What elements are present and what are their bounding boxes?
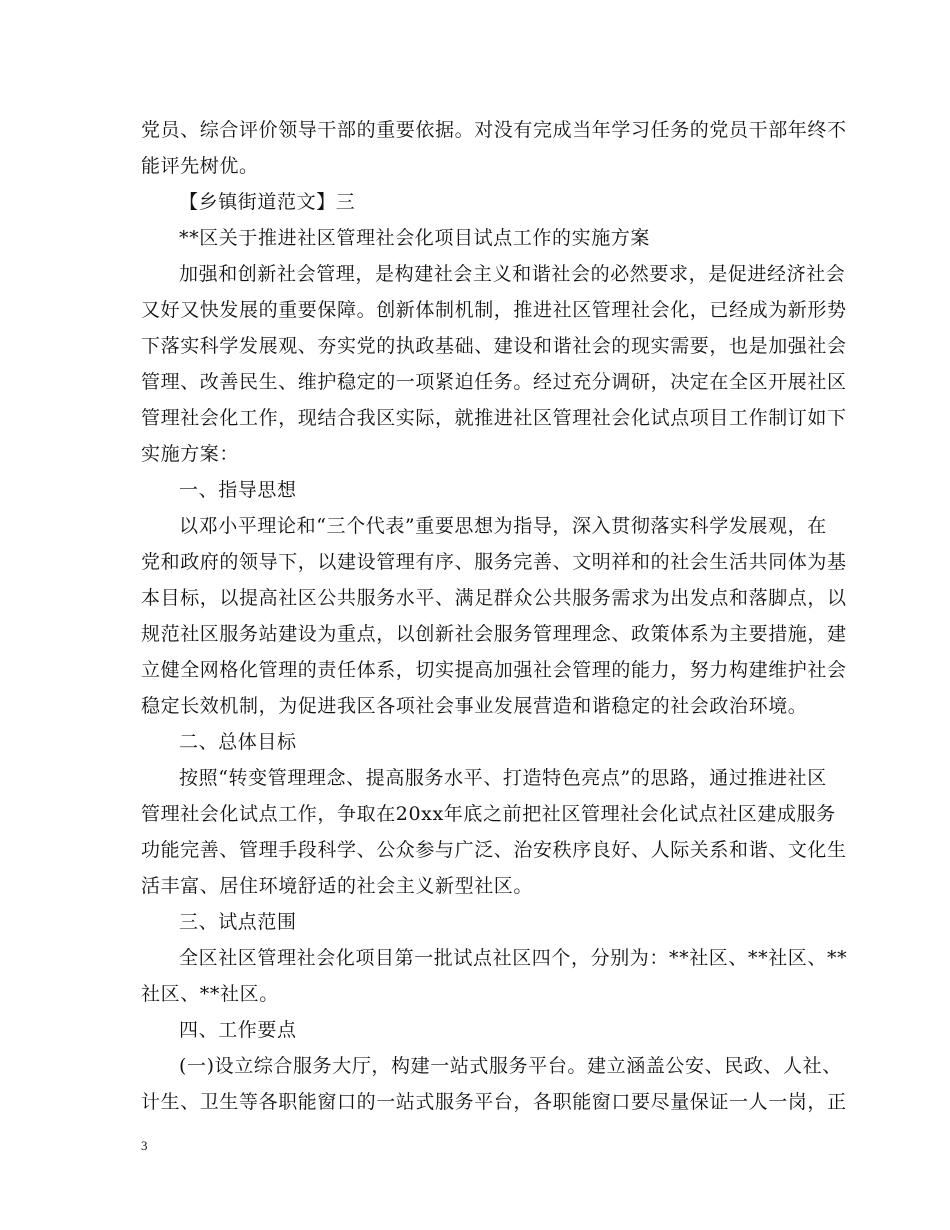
paragraph-line: 下落实科学发展观、夯实党的执政基础、建设和谐社会的现实需要，也是加强社会 [141,335,847,357]
paragraph-line: 三、试点范围 [179,911,297,933]
paragraph-line: 计生、卫生等各职能窗口的一站式服务平台，各职能窗口要尽量保证一人一岗，正 [141,1091,847,1113]
paragraph-line: 又好又快发展的重要保障。创新体制机制，推进社区管理社会化，已经成为新形势 [141,299,847,321]
paragraph-line: 本目标，以提高社区公共服务水平、满足群众公共服务需求为出发点和落脚点，以 [141,587,847,609]
paragraph-line: 四、工作要点 [179,1019,297,1041]
paragraph-line: 社区、**社区。 [141,983,279,1005]
paragraph-line: 二、总体目标 [179,731,297,753]
paragraph-line: (一)设立综合服务大厅，构建一站式服务平台。建立涵盖公安、民政、人社、 [179,1055,842,1077]
paragraph-line: 党员、综合评价领导干部的重要依据。对没有完成当年学习任务的党员干部年终不 [141,119,847,141]
paragraph-line: 管理社会化试点工作，争取在20xx年底之前把社区管理社会化试点社区建成服务 [141,803,836,825]
paragraph-line: 活丰富、居住环境舒适的社会主义新型社区。 [141,875,534,897]
paragraph-line: 按照“转变管理理念、提高服务水平、打造特色亮点”的思路，通过推进社区 [179,767,827,789]
paragraph-line: 管理社会化工作，现结合我区实际，就推进社区管理社会化试点项目工作制订如下 [141,407,847,429]
paragraph-line: 能评先树优。 [141,155,259,177]
page-number: 3 [141,1138,148,1153]
paragraph-line: 立健全网格化管理的责任体系，切实提高加强社会管理的能力，努力构建维护社会 [141,659,847,681]
paragraph-line: 一、指导思想 [179,479,297,501]
paragraph-line: **区关于推进社区管理社会化项目试点工作的实施方案 [179,227,651,249]
paragraph-line: 稳定长效机制，为促进我区各项社会事业发展营造和谐稳定的社会政治环境。 [141,695,808,717]
paragraph-line: 党和政府的领导下，以建设管理有序、服务完善、文明祥和的社会生活共同体为基 [141,551,847,573]
paragraph-line: 全区社区管理社会化项目第一批试点社区四个，分别为：**社区、**社区、** [179,947,848,969]
paragraph-line: 加强和创新社会管理，是构建社会主义和谐社会的必然要求，是促进经济社会 [179,263,846,285]
paragraph-line: 功能完善、管理手段科学、公众参与广泛、治安秩序良好、人际关系和谐、文化生 [141,839,847,861]
paragraph-line: 以邓小平理论和“三个代表”重要思想为指导，深入贯彻落实科学发展观，在 [179,515,827,537]
paragraph-line: 实施方案： [141,443,240,465]
paragraph-line: 规范社区服务站建设为重点，以创新社会服务管理理念、政策体系为主要措施，建 [141,623,847,645]
paragraph-line: 管理、改善民生、维护稳定的一项紧迫任务。经过充分调研，决定在全区开展社区 [141,371,847,393]
paragraph-line: 【乡镇街道范文】三 [179,191,356,213]
